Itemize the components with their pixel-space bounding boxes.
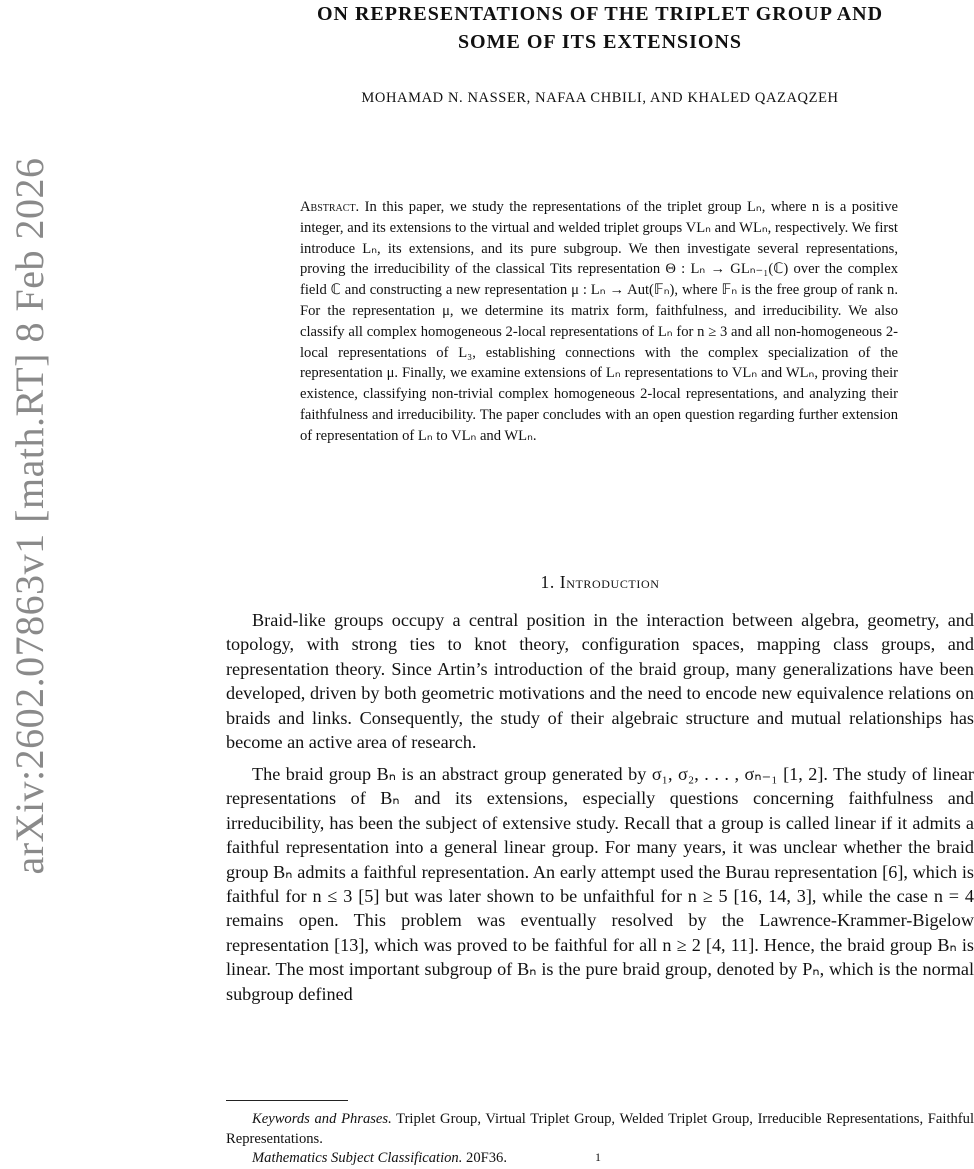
section-title: Introduction bbox=[559, 572, 660, 592]
keywords-footnote bbox=[226, 1110, 974, 1149]
title-line-2: SOME OF ITS EXTENSIONS bbox=[457, 31, 743, 53]
paper-title bbox=[250, 0, 950, 56]
msc-label: Mathematics Subject Classification. bbox=[252, 1150, 463, 1166]
author-list: MOHAMAD N. NASSER, NAFAA CHBILI, AND KHALED QAZAQZEH bbox=[361, 90, 839, 106]
footnote-rule bbox=[226, 1100, 348, 1101]
title-line-1: ON REPRESENTATIONS OF THE TRIPLET GROUP AND bbox=[316, 3, 884, 25]
abstract-label: Abstract. bbox=[300, 199, 360, 215]
abstract bbox=[300, 197, 898, 447]
msc-text: 20F36. bbox=[466, 1150, 507, 1166]
abstract-text: In this paper, we study the representations of the triplet group Lₙ, where n is a positive integer, and its extensions to the virtual and welded triplet groups VLₙ and WLₙ, respectively. We first introduce Lₙ, its extensions, and its pure subgroup. We then investigate several representations, proving the irreducibility of the classical Tits representation Θ : Lₙ → GLₙ₋₁(ℂ) over the complex field ℂ and constructing a new representation μ : Lₙ → Aut(𝔽ₙ), where 𝔽ₙ is the free group of rank n. For the representation μ, we determine its matrix form, faithfulness, and irreducibility. We also classify all complex homogeneous 2-local representations of Lₙ for n ≥ 3 and all non-homogeneous 2-local representations of L₃, establishing connections with the complex specialization of the representation μ. Finally, we examine extensions of Lₙ representations to VLₙ and WLₙ, proving their existence, classifying non-trivial complex homogeneous 2-local representations, and analyzing their faithfulness and irreducibility. The paper concludes with an open question regarding further extension of representation of Lₙ to VLₙ and WLₙ. bbox=[300, 199, 898, 444]
arxiv-identifier: arXiv:2602.07863v1 [math.RT] 8 Feb 2026 bbox=[7, 157, 52, 875]
keywords-text: Triplet Group, Virtual Triplet Group, Welded Triplet Group, Irreducible Representations, Faithful Representations. bbox=[226, 1111, 974, 1147]
page-number: 1 bbox=[595, 1150, 601, 1164]
section-number: 1. bbox=[540, 572, 555, 592]
section-heading bbox=[226, 572, 974, 593]
intro-paragraph-2: The braid group Bₙ is an abstract group generated by σ₁, σ₂, . . . , σₙ₋₁ [1, 2]. The study of linear representations of Bₙ and its extensions, especially questions concerning faithfulness and irreducibility, has been the subject of extensive study. Recall that a group is called linear if it admits a faithful representation into a general linear group. For many years, it was unclear whether the braid group Bₙ admits a faithful representation. An early attempt used the Burau representation [6], which is faithful for n ≤ 3 [5] but was later shown to be unfaithful for n ≥ 5 [16, 14, 3], while the case n = 4 remains open. This problem was eventually resolved by the Lawrence-Krammer-Bigelow representation [13], which was proved to be faithful for all n ≥ 2 [4, 11]. Hence, the braid group Bₙ is linear. The most important subgroup of Bₙ is the pure braid group, denoted by Pₙ, which is the normal subgroup defined bbox=[226, 764, 974, 1004]
intro-paragraph-1: Braid-like groups occupy a central position in the interaction between algebra, geometry, and topology, with strong ties to knot theory, configuration spaces, mapping class groups, and representation theory. Since Artin’s introduction of the braid group, many generalizations have been developed, driven by both geometric motivations and the need to encode new equivalence relations on braids and links. Consequently, the study of their algebraic structure and mutual relationships has become an active area of research. bbox=[226, 610, 974, 753]
keywords-label: Keywords and Phrases. bbox=[252, 1111, 392, 1127]
